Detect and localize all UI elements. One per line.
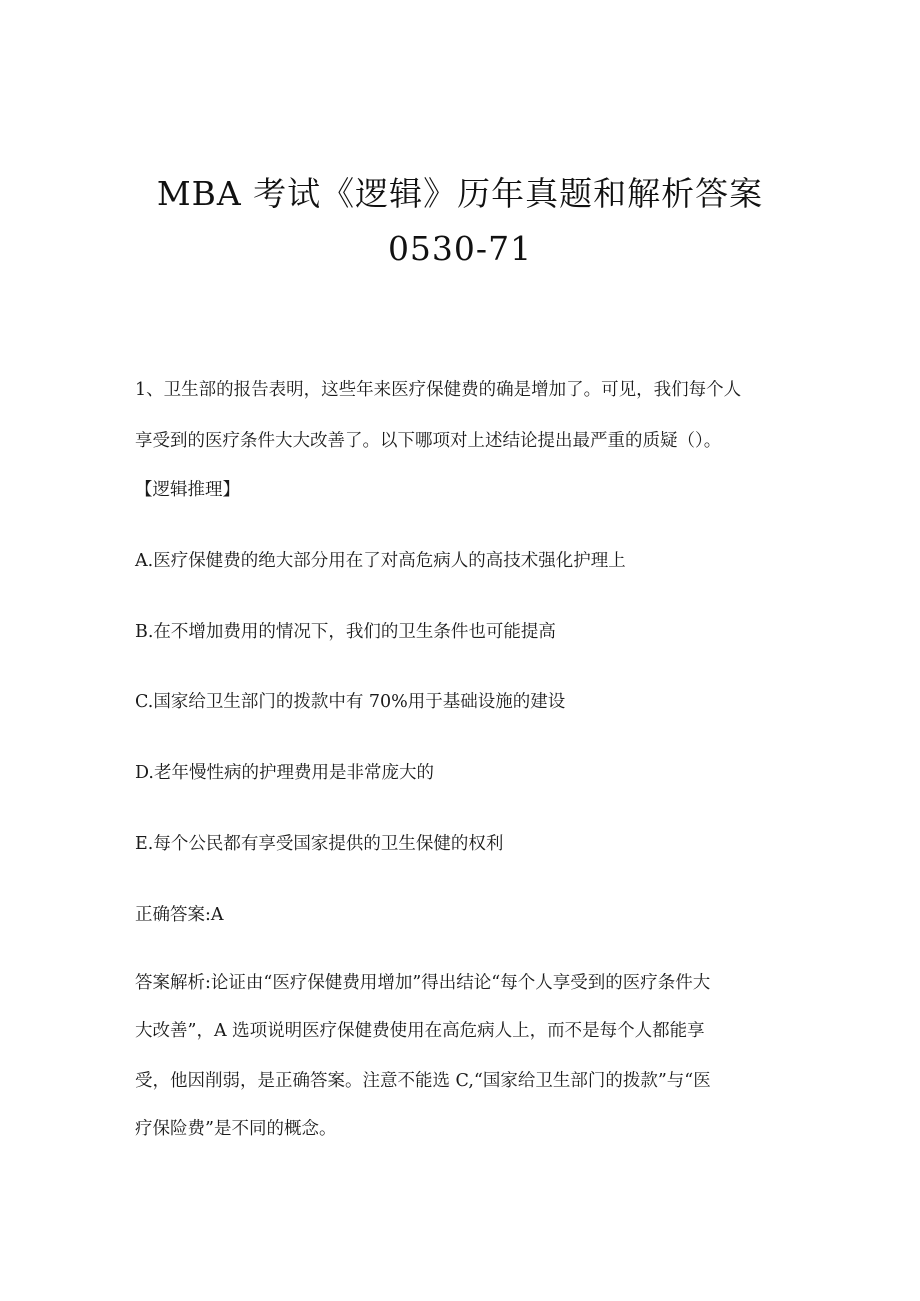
explanation-line-1: 答案解析:论证由“医疗保健费用增加”得出结论“每个人享受到的医疗条件大 [135, 973, 711, 993]
explanation-line-3: 受，他因削弱，是正确答案。注意不能选 C,“国家给卫生部门的拨款”与“医 [135, 1071, 711, 1091]
correct-answer: 正确答案:A [135, 905, 224, 925]
option-a: A.医疗保健费的绝大部分用在了对高危病人的高技术强化护理上 [135, 551, 626, 571]
explanation-line-2: 大改善”，A 选项说明医疗保健费使用在高危病人上，而不是每个人都能享 [135, 1021, 705, 1041]
option-d: D.老年慢性病的护理费用是非常庞大的 [135, 763, 434, 783]
document-title-line-1: MBA 考试《逻辑》历年真题和解析答案 [156, 174, 764, 213]
option-e: E.每个公民都有享受国家提供的卫生保健的权利 [135, 834, 504, 854]
explanation-line-4: 疗保险费”是不同的概念。 [135, 1119, 337, 1139]
question-text-line-2: 享受到的医疗条件大大改善了。以下哪项对上述结论提出最严重的质疑（）。 [135, 431, 722, 451]
document-title-line-2: 0530-71 [387, 229, 533, 268]
question-category: 【逻辑推理】 [135, 480, 240, 500]
question-text-line-1: 1、卫生部的报告表明，这些年来医疗保健费的确是增加了。可见，我们每个人 [135, 380, 742, 400]
option-c: C.国家给卫生部门的拨款中有 70%用于基础设施的建设 [135, 692, 566, 712]
option-b: B.在不增加费用的情况下，我们的卫生条件也可能提高 [135, 622, 556, 642]
